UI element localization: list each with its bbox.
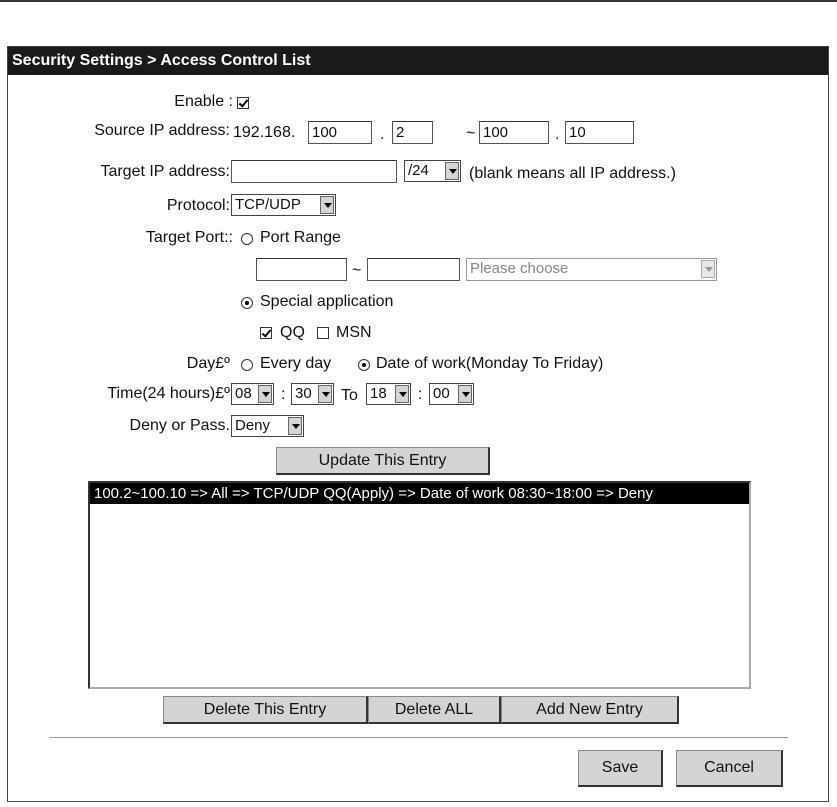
- source-ip-to-octet3[interactable]: 100: [479, 121, 549, 144]
- source-ip-from-octet3[interactable]: 100: [308, 121, 372, 144]
- work-days-label: Date of work(Monday To Friday): [376, 355, 604, 372]
- chevron-down-icon: [258, 385, 272, 403]
- range-tilde: ~: [466, 125, 476, 142]
- chevron-down-icon: [701, 260, 715, 278]
- chevron-down-icon: [318, 385, 332, 403]
- deny-pass-label: Deny or Pass.: [129, 417, 230, 434]
- port-from-input[interactable]: [256, 258, 347, 281]
- target-ip-label: Target IP address:: [100, 163, 230, 180]
- enable-checkbox[interactable]: [237, 97, 249, 109]
- time-label: Time(24 hours)£º: [107, 385, 230, 402]
- source-ip-to-octet4[interactable]: 10: [565, 121, 634, 144]
- start-minute-select[interactable]: 30: [291, 383, 334, 405]
- msn-checkbox[interactable]: [317, 327, 329, 339]
- day-label: Day£º: [186, 355, 230, 372]
- divider: [50, 737, 788, 738]
- port-to-input[interactable]: [367, 258, 460, 281]
- source-ip-label: Source IP address:: [94, 122, 230, 139]
- end-hour-select[interactable]: 18: [366, 383, 411, 405]
- time-colon: :: [281, 386, 286, 403]
- special-application-label: Special application: [260, 293, 394, 310]
- target-port-label: Target Port::: [145, 229, 233, 246]
- target-ip-hint: (blank means all IP address.): [469, 165, 676, 182]
- msn-label: MSN: [336, 324, 372, 341]
- dot-separator: .: [380, 126, 385, 143]
- end-minute-select[interactable]: 00: [429, 383, 474, 405]
- special-application-radio[interactable]: [241, 297, 253, 309]
- every-day-label: Every day: [260, 355, 332, 372]
- delete-entry-button[interactable]: Delete This Entry: [163, 696, 368, 724]
- time-to-label: To: [341, 387, 358, 404]
- page-title: Security Settings > Access Control List: [8, 47, 828, 75]
- port-range-radio[interactable]: [241, 233, 253, 245]
- top-divider: [0, 0, 837, 2]
- rules-listbox[interactable]: [88, 481, 751, 689]
- work-days-radio[interactable]: [358, 359, 370, 371]
- update-entry-button[interactable]: Update This Entry: [276, 447, 490, 475]
- start-hour-select[interactable]: 08: [231, 383, 274, 405]
- chevron-down-icon: [395, 385, 409, 403]
- cancel-button[interactable]: Cancel: [676, 750, 783, 787]
- deny-pass-select[interactable]: Deny: [231, 415, 304, 437]
- target-ip-input[interactable]: [231, 160, 397, 183]
- enable-label: Enable :: [174, 93, 233, 110]
- qq-label: QQ: [280, 324, 305, 341]
- source-ip-from-octet4[interactable]: 2: [392, 121, 433, 144]
- subnet-select[interactable]: /24: [404, 160, 461, 182]
- delete-all-button[interactable]: Delete ALL: [368, 696, 501, 724]
- protocol-label: Protocol:: [166, 197, 230, 214]
- protocol-select[interactable]: TCP/UDP: [231, 194, 336, 216]
- chevron-down-icon: [458, 385, 472, 403]
- qq-checkbox[interactable]: [260, 327, 272, 339]
- port-service-select[interactable]: Please choose: [466, 258, 717, 281]
- source-ip-prefix: 192.168.: [233, 124, 296, 141]
- time-colon: :: [418, 386, 423, 403]
- chevron-down-icon: [320, 196, 334, 214]
- dot-separator: .: [555, 126, 560, 143]
- acl-panel: [7, 46, 829, 802]
- chevron-down-icon: [445, 162, 459, 180]
- save-button[interactable]: Save: [578, 750, 663, 787]
- range-tilde: ~: [352, 262, 362, 279]
- chevron-down-icon: [288, 417, 302, 435]
- every-day-radio[interactable]: [241, 359, 253, 371]
- add-new-entry-button[interactable]: Add New Entry: [501, 696, 679, 724]
- port-range-label: Port Range: [260, 229, 341, 246]
- list-item[interactable]: 100.2~100.10 => All => TCP/UDP QQ(Apply) => Date of work 08:30~18:00 => Deny: [90, 483, 749, 504]
